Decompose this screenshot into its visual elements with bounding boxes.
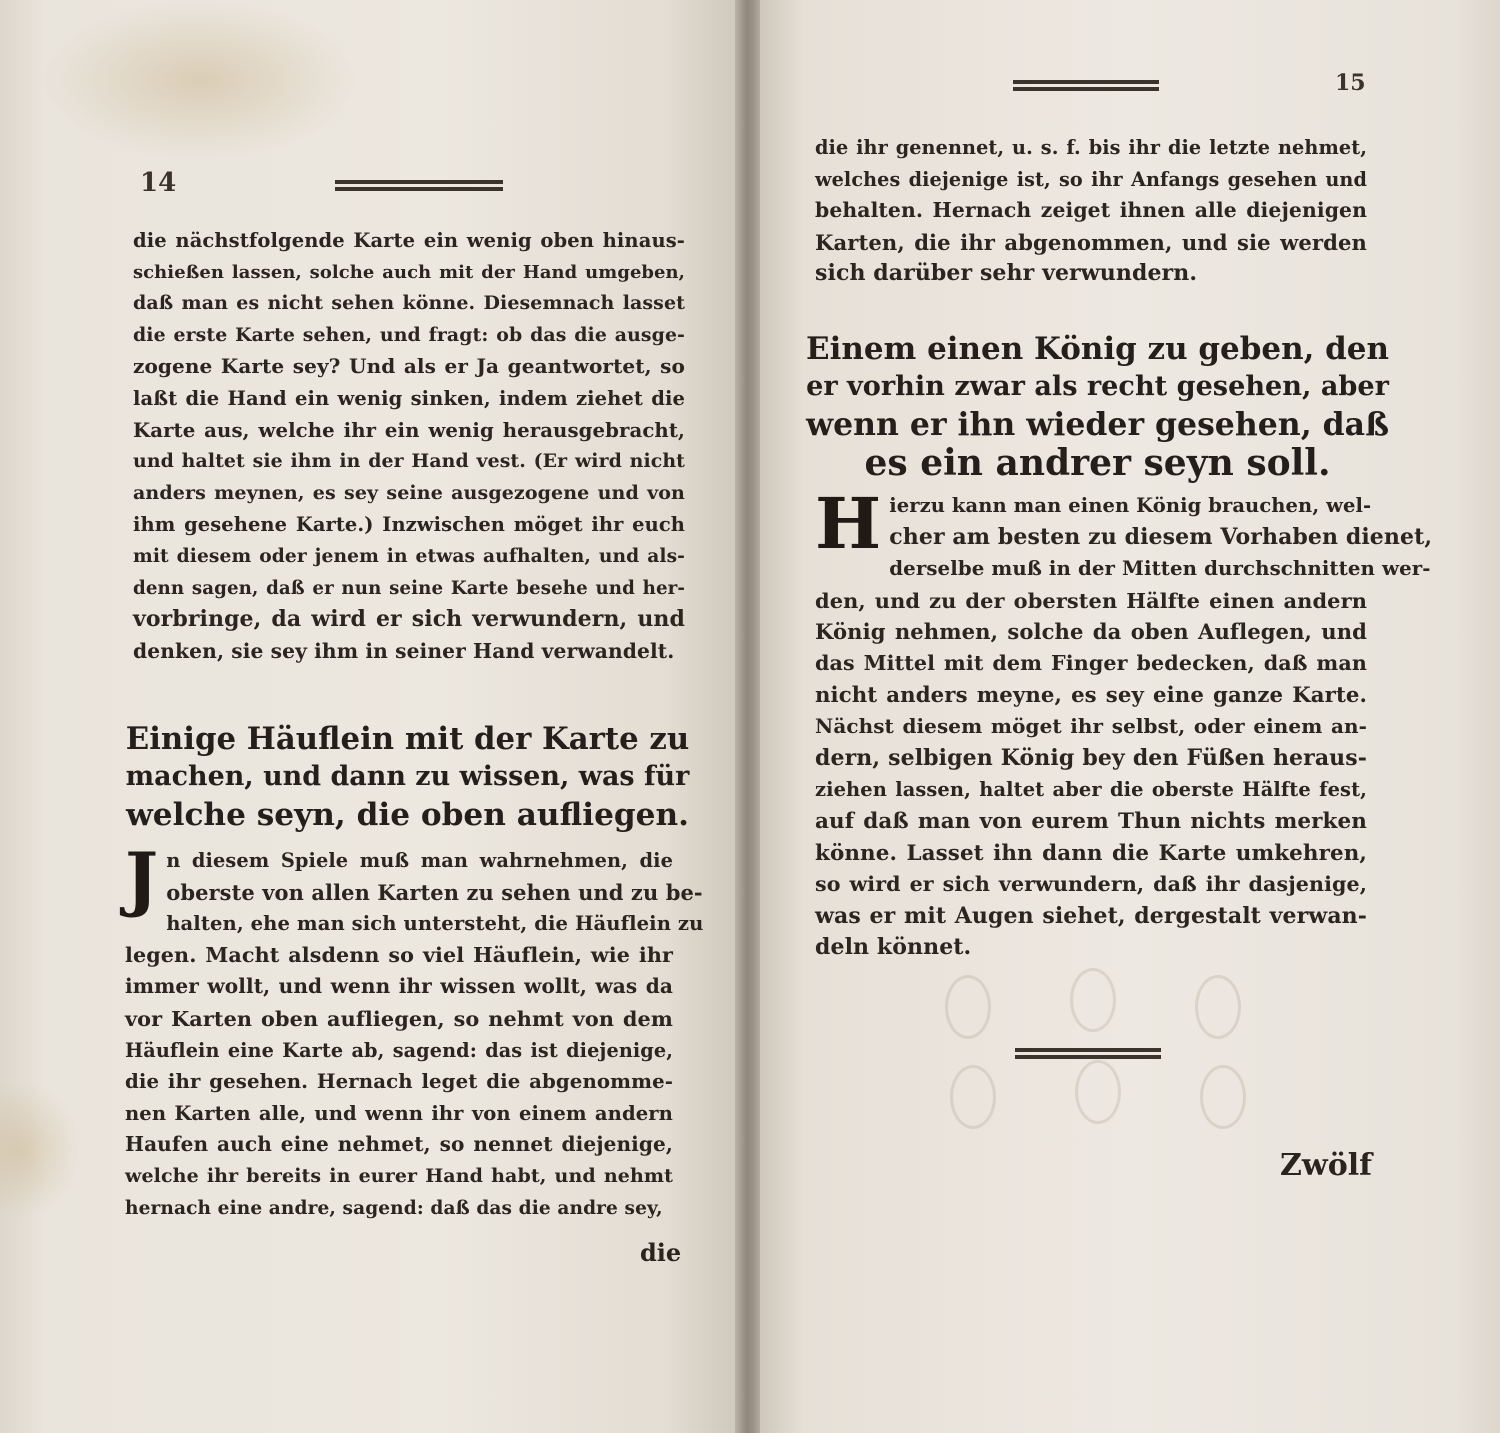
text-line: dern, selbigen König bey den Füßen heraus- xyxy=(815,744,1367,771)
paragraph-king xyxy=(815,482,1433,964)
text-line: Nächst diesem möget ihr selbst, oder einem an- xyxy=(815,714,1367,739)
show-through-ornament xyxy=(1075,1060,1121,1124)
left-page xyxy=(0,0,740,1433)
page-number: 14 xyxy=(140,168,177,198)
text-line: schießen lassen, solche auch mit der Hand umgeben, xyxy=(133,261,685,283)
header-rule xyxy=(335,180,503,191)
text-line: Häuflein eine Karte ab, sagend: das ist diejenige, xyxy=(125,1038,673,1062)
text-line: die nächstfolgende Karte ein wenig oben hinaus- xyxy=(133,229,685,252)
text-line: auf daß man von eurem Thun nichts merken xyxy=(815,808,1367,834)
text-line: vor Karten oben aufliegen, so nehmt von dem xyxy=(125,1005,673,1031)
text-line: ihm gesehene Karte.) Inzwischen möget ihr euch xyxy=(133,513,685,537)
drop-cap: J xyxy=(125,837,159,920)
drop-cap: H xyxy=(815,482,882,565)
text-line: halten, ehe man sich untersteht, die Häuflein zu xyxy=(166,912,704,936)
text-line: vorbringe, da wird er sich verwundern, und xyxy=(133,606,685,633)
header-rule xyxy=(1013,80,1159,91)
text-line: zogene Karte sey? Und als er Ja geantwortet, so xyxy=(133,354,685,379)
text-line: Haufen auch eine nehmet, so nennet diejenige, xyxy=(125,1132,673,1157)
text-line: denn sagen, daß er nun seine Karte besehe und her- xyxy=(133,577,685,599)
text-line: die ihr gesehen. Hernach leget die abgenomme- xyxy=(125,1069,673,1094)
heading-line: machen, und dann zu wissen, was für xyxy=(125,761,690,792)
heading-line: welche seyn, die oben aufliegen. xyxy=(125,797,690,833)
text-line: Karten, die ihr abgenommen, und sie werden xyxy=(815,229,1367,255)
text-line: und haltet sie ihm in der Hand vest. (Er wird nicht xyxy=(133,450,685,473)
catchword: die xyxy=(640,1238,682,1267)
show-through-ornament xyxy=(945,975,991,1039)
show-through-ornament xyxy=(1200,1065,1246,1129)
text-line: das Mittel mit dem Finger bedecken, daß man xyxy=(815,650,1367,675)
text-line: derselbe muß in der Mitten durchschnitten wer- xyxy=(889,556,1431,581)
show-through-ornament xyxy=(1070,968,1116,1032)
text-line: hernach eine andre, sagend: daß das die andre sey, xyxy=(125,1197,663,1219)
text-line: behalten. Hernach zeiget ihnen alle diejenigen xyxy=(815,198,1367,223)
text-line: oberste von allen Karten zu sehen und zu be- xyxy=(166,879,703,905)
text-line: immer wollt, und wenn ihr wissen wollt, was da xyxy=(125,974,673,999)
paragraph-continued xyxy=(133,225,685,667)
text-line: n diesem Spiele muß man wahrnehmen, die xyxy=(166,849,673,872)
text-line: denken, sie sey ihm in seiner Hand verwandelt. xyxy=(133,638,675,663)
page-number: 15 xyxy=(1335,70,1366,96)
text-line: ziehen lassen, haltet aber die oberste Hälfte fest, xyxy=(815,778,1367,802)
text-line: die erste Karte sehen, und fragt: ob das die ausge- xyxy=(133,323,685,346)
heading-line: Einige Häuflein mit der Karte zu xyxy=(125,721,690,757)
text-line: sich darüber sehr verwundern. xyxy=(815,260,1198,287)
text-line: mit diesem oder jenem in etwas aufhalten, und als- xyxy=(133,544,685,567)
text-line: den, und zu der obersten Hälfte einen andern xyxy=(815,587,1367,613)
text-line: so wird er sich verwundern, daß ihr dasjenige, xyxy=(815,872,1367,897)
paragraph-piles xyxy=(125,837,704,1224)
paragraph-continued xyxy=(815,132,1367,290)
text-line: könne. Lasset ihn dann die Karte umkehren, xyxy=(815,840,1367,866)
heading-line: er vorhin zwar als recht gesehen, aber xyxy=(806,371,1389,402)
heading-line: wenn er ihn wieder gesehen, daß xyxy=(805,406,1389,443)
show-through-ornament xyxy=(1195,975,1241,1039)
text-line: anders meynen, es sey seine ausgezogene und von xyxy=(133,481,685,504)
text-line: die ihr genennet, u. s. f. bis ihr die letzte nehmet, xyxy=(815,136,1367,159)
heading-line: Einem einen König zu geben, den xyxy=(806,331,1389,367)
text-line: legen. Macht alsdenn so viel Häuflein, wie ihr xyxy=(125,942,673,967)
text-line: deln könnet. xyxy=(815,934,972,961)
section-end-rule xyxy=(1015,1048,1161,1059)
text-line: König nehmen, solche da oben Auflegen, und xyxy=(815,619,1367,645)
text-line: nicht anders meyne, es sey eine ganze Karte. xyxy=(815,682,1367,708)
water-stain xyxy=(40,0,360,160)
section-heading xyxy=(120,720,695,834)
text-line: cher am besten zu diesem Vorhaben dienet, xyxy=(889,523,1433,550)
water-stain xyxy=(0,1080,80,1220)
text-line: welche ihr bereits in eurer Hand habt, und nehmt xyxy=(125,1164,673,1187)
show-through-ornament xyxy=(950,1065,996,1129)
section-heading xyxy=(800,330,1395,482)
text-line: welches diejenige ist, so ihr Anfangs gesehen und xyxy=(815,167,1367,191)
right-page xyxy=(760,0,1500,1433)
text-line: laßt die Hand ein wenig sinken, indem ziehet die xyxy=(133,386,685,410)
text-line: Karte aus, welche ihr ein wenig herausgebracht, xyxy=(133,418,685,442)
text-line: nen Karten alle, und wenn ihr von einem andern xyxy=(125,1101,673,1125)
catchword: Zwölf xyxy=(1280,1148,1373,1183)
text-line: ierzu kann man einen König brauchen, wel- xyxy=(889,494,1372,517)
text-line: was er mit Augen siehet, dergestalt verwan- xyxy=(815,902,1367,929)
heading-line: es ein andrer seyn soll. xyxy=(864,442,1331,484)
text-line: daß man es nicht sehen könne. Diesemnach lasset xyxy=(133,292,685,315)
